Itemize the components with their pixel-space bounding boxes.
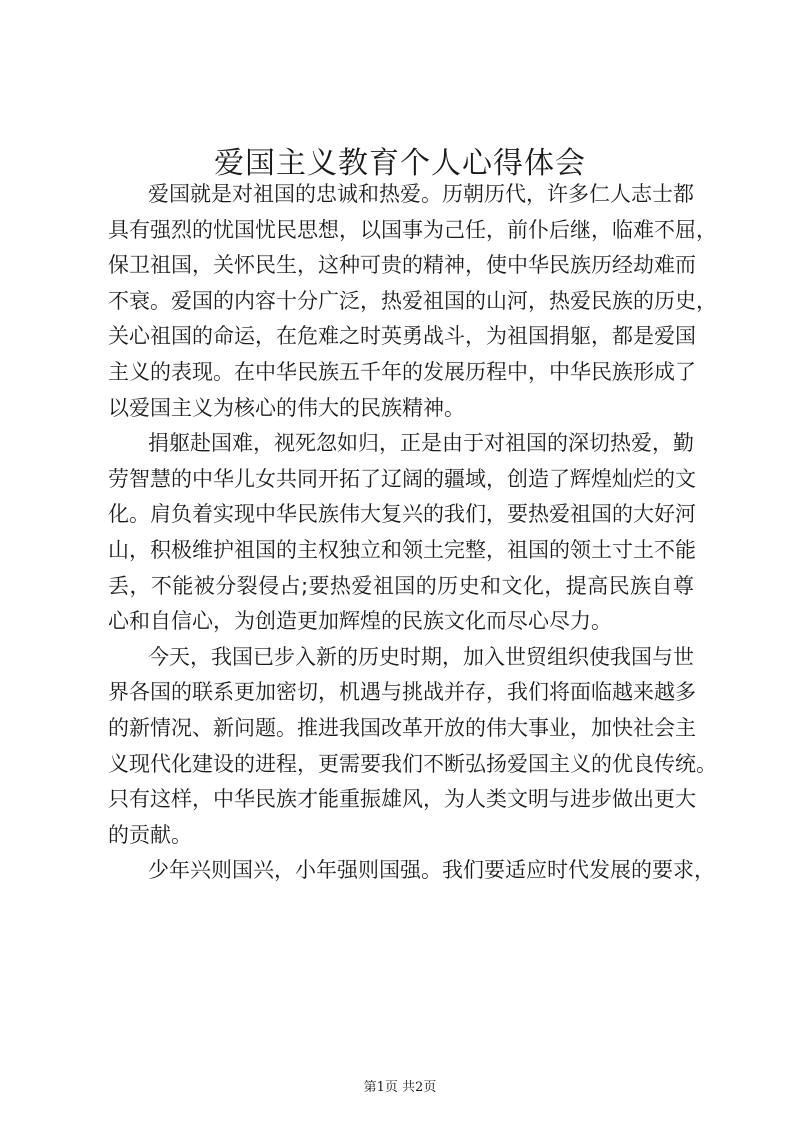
page-footer: 第1页 共2页: [363, 1080, 437, 1095]
text-line: 保卫祖国，关怀民生，这种可贵的精神，使中华民族历经劫难而: [108, 253, 696, 278]
text-line: 捐躯赴国难，视死忽如归，正是由于对祖国的深切热爱，勤: [148, 431, 694, 456]
text-line: 以爱国主义为核心的伟大的民族精神。: [108, 395, 465, 420]
text-line: 的贡献。: [108, 822, 192, 847]
text-line: 关心祖国的命运，在危难之时英勇战斗，为祖国捐躯，都是爱国: [108, 324, 696, 349]
text-line: 丢，不能被分裂侵占;要热爱祖国的历史和文化，提高民族自尊: [108, 573, 694, 598]
paragraph: [108, 853, 715, 889]
text-line: 的新情况、新问题。推进我国改革开放的伟大事业，加快社会主: [108, 715, 696, 740]
text-line: 具有强烈的忧国忧民思想，以国事为己任，前仆后继，临难不屈，: [108, 217, 717, 242]
text-line: 爱国就是对祖国的忠诚和热爱。历朝历代，许多仁人志士都: [148, 182, 694, 206]
text-line: 主义的表现。在中华民族五千年的发展历程中，中华民族形成了: [108, 359, 696, 384]
text-line: 山，积极维护祖国的主权独立和领土完整，祖国的领土寸土不能: [108, 537, 696, 562]
text-line: 心和自信心，为创造更加辉煌的民族文化而尽心尽力。: [108, 609, 612, 634]
text-line: 劳智慧的中华儿女共同开拓了辽阔的疆域，创造了辉煌灿烂的文: [108, 466, 696, 491]
text-line: 只有这样，中华民族才能重振雄风，为人类文明与进步做出更大: [108, 787, 696, 812]
paragraph: [108, 177, 717, 426]
text-line: 化。肩负着实现中华民族伟大复兴的我们，要热爱祖国的大好河: [108, 502, 696, 527]
document-body: [108, 177, 717, 889]
paragraph: [108, 640, 717, 854]
text-line: 义现代化建设的进程，更需要我们不断弘扬爱国主义的优良传统。: [108, 751, 717, 776]
paragraph: [108, 426, 694, 640]
document-title: 爱国主义教育个人心得体会: [214, 146, 586, 181]
text-line: 今天，我国已步入新的历史时期，加入世贸组织使我国与世: [148, 644, 694, 669]
text-line: 界各国的联系更加密切，机遇与挑战并存，我们将面临越来越多: [108, 680, 696, 705]
text-line: 不衰。爱国的内容十分广泛，热爱祖国的山河，热爱民族的历史，: [108, 288, 717, 313]
text-line: 少年兴则国兴，小年强则国强。我们要适应时代发展的要求，: [148, 858, 715, 883]
